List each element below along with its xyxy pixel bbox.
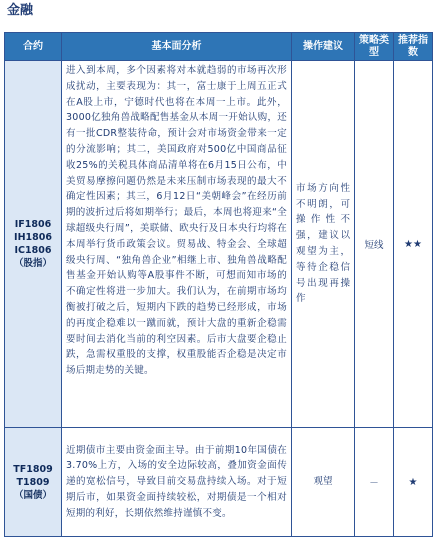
contract-line: IF1806 xyxy=(14,219,52,230)
table-header-row xyxy=(5,33,433,61)
recommendation-stars-treasury: ★ xyxy=(394,428,433,537)
header-recommendation: 推荐指数 xyxy=(394,33,433,61)
contract-cell-stock-index xyxy=(5,61,62,428)
contract-line: T1809 xyxy=(16,476,50,488)
table-row xyxy=(5,61,433,428)
contract-cell-treasury xyxy=(5,428,62,537)
strategy-type-cell-stock-index: 短线 xyxy=(355,61,394,428)
header-fundamentals: 基本面分析 xyxy=(62,33,292,61)
section-title: 金融 xyxy=(7,3,34,18)
header-strategy-type: 策略类型 xyxy=(355,33,394,61)
analysis-cell-stock-index: 进入到本周，多个因素将对本就趋弱的市场再次形成扰动，主要表现为：其一，富士康于上周五正式在A股上市，宁德时代也将在本周一上市。此外，3000亿独角兽战略配售基金从本周一开始认购，还有一批CDR整装待命，预计会对市场资金带来一定的分流影响；其二，美国政府对500亿中国商品征收25%的关税具体商品清单将在6月15日公布，中美贸易摩擦问题仍然是未来压制市场表现的最大不确定性因素；其三，6月12日“美朝峰会”在经历前期的波折过后将如期举行；最后，本周也将迎来“全球超级央行周”，美联储、欧央行及日本央行均将在本周举行货币政策会议。贸易战、特金会、全球超级央行周、“独角兽企业”相继上市、独角兽战略配售基金开始认购等A股事件不断，可想而知市场的不确定性将进一步加大。我们认为，在前期市场均衡被打破之后，短期内下跌的趋势已经形成，市场的再度企稳难以一蹴而就，预计大盘的重新企稳需要时间去消化当前的利空因素。后市大盘要企稳止跌，急需权重股的支撑，权重股能否企稳是决定市场后期走势的关键。 xyxy=(62,61,292,428)
contract-line: IC1806 xyxy=(14,245,52,256)
contract-line: IH1806 xyxy=(14,232,52,243)
header-contract: 合约 xyxy=(5,33,62,61)
suggestion-cell-stock-index: 市场方向性不明朗，可操作性不强，建议以观望为主，等待企稳信号出现再操作 xyxy=(292,61,355,428)
table-row xyxy=(5,428,433,537)
analysis-cell-treasury: 近期债市主要由资金面主导。由于前期10年国债在3.70%上方，入场的安全边际较高，叠加资金面传递的宽松信号，导致目前交易盘持续入场。对于短期后市，如果资金面持续较松，对期债是一个相对短期的利好，长期依然维持谨慎不变。 xyxy=(62,428,292,537)
futures-strategy-table xyxy=(4,32,433,537)
recommendation-stars-stock-index: ★★ xyxy=(394,61,433,428)
suggestion-cell-treasury: 观望 xyxy=(292,428,355,537)
strategy-type-cell-treasury: － xyxy=(355,428,394,537)
header-suggestion: 操作建议 xyxy=(292,33,355,61)
contract-category: （国债） xyxy=(13,489,52,501)
contract-category: （股指） xyxy=(13,258,52,269)
contract-line: TF1809 xyxy=(13,463,53,475)
